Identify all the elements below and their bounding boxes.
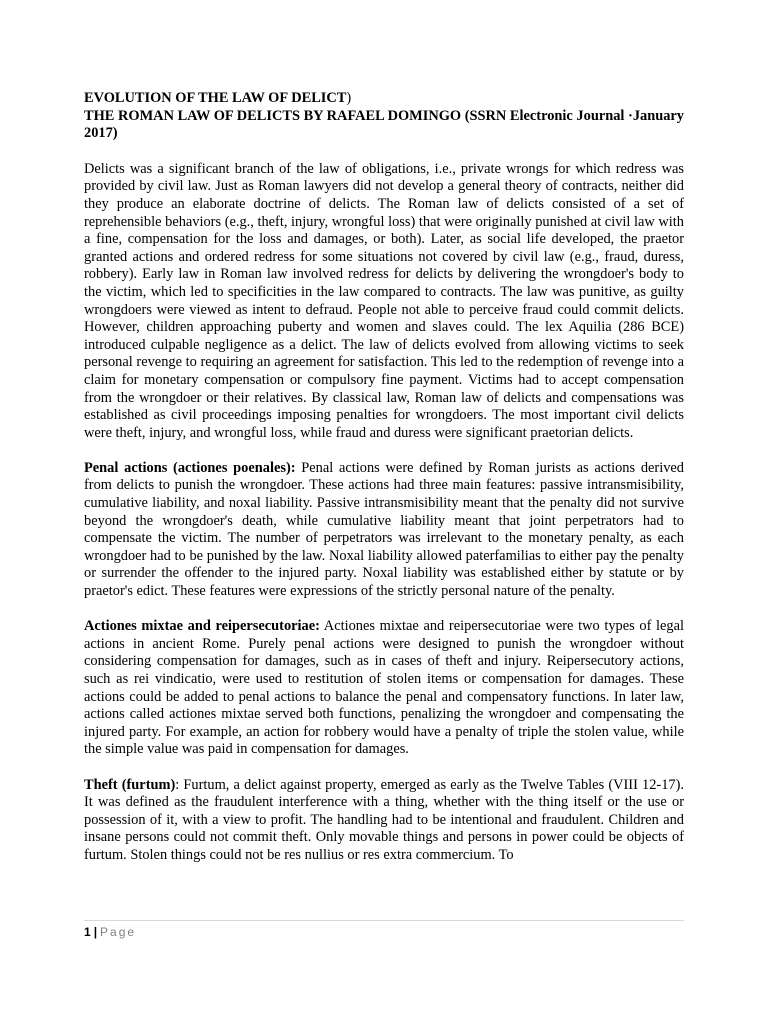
section-heading: Penal actions (actiones poenales): (84, 459, 296, 476)
footer-separator: | (93, 925, 98, 939)
section-body: : Furtum, a delict against property, emerged as early as the Twelve Tables (VIII 12-17). It was defined as the fraudulent interference with a thing, whether with the thing itself or the use or possession of it, with a view to profit. The handling had to be intentional and fraudulent. Children and insane persons could not commit theft. Only movable things and persons in power could be objects of furtum. Stolen things could not be res nullius or res extra commercium. To (84, 776, 684, 863)
page-footer (84, 920, 684, 939)
footer-divider (84, 920, 684, 921)
intro-paragraph: Delicts was a significant branch of the law of obligations, i.e., private wrongs for which redress was provided by civil law. Just as Roman lawyers did not develop a general theory of contracts, neither did they produce an elaborate doctrine of delicts. The Roman law of delicts consisted of a set of reprehensible behaviors (e.g., theft, injury, wrongful loss) that were originally punished at civil law with a fine, compensation for the loss and damages, or both). Later, as social life developed, the praetor granted actions and ordered redress for some situations not covered by civil law (e.g., fraud, duress, robbery). Early law in Roman law involved redress for delicts by delivering the wrongdoer's body to the victim, which led to specificities in the law compared to contracts. The law was punitive, as guilty wrongdoers were viewed as intent to defraud. People not able to perceive fraud could commit delicts. However, children approaching puberty and women and slaves could. The lex Aquilia (286 BCE) introduced culpable negligence as a delict. The law of delicts evolved from allowing victims to seek personal revenge to requiring an agreement for satisfaction. This led to the redemption of revenge into a claim for monetary compensation or compulsory fine payment. Victims had to accept compensation from the wrongdoer or their relatives. By classical law, Roman law of delicts and compensations was established as civil proceedings imposing penalties for wrongdoers. The most important civil delicts were theft, injury, and wrongful loss, while fraud and duress were significant praetorian delicts. (84, 160, 684, 441)
title-line-2: THE ROMAN LAW OF DELICTS BY RAFAEL DOMINGO (SSRN Electronic Journal ·January 2017) (84, 107, 684, 142)
section-heading: Actiones mixtae and reipersecutoriae: (84, 618, 320, 635)
section-heading: Theft (furtum) (84, 776, 176, 793)
document-body (84, 90, 684, 865)
page-word: Page (100, 925, 137, 939)
section-body: Actiones mixtae and reipersecutoriae were two types of legal actions in ancient Rome. Purely penal actions were designed to punish the wrongdoer without considering compensation for damages, such as in cases of theft and injury. Reipersecutory actions, such as rei vindicatio, were used to restitution of stolen items or compensation for damages. These actions could be added to penal actions to balance the penal and compensatory functions. In later law, actions called actiones mixtae served both functions, penalizing the wrongdoer and compensating the injured party. For example, an action for robbery would have a penalty of triple the stolen value, while the simple value was paid in compensation for damages. (84, 618, 684, 758)
section-penal-actions (84, 460, 684, 601)
page-number-label (84, 925, 684, 939)
document-title (84, 90, 684, 143)
title-line-1-suffix: ) (346, 90, 352, 106)
section-body: Penal actions were defined by Roman jurists as actions derived from delicts to punish the wrongdoer. These actions had three main features: passive intransmisibility, cumulative liability, and noxal liability. Passive intransmisibility meant that the penalty did not survive beyond the wrongdoer's death, while cumulative liability meant that joint perpetrators had to compensate the victim. The number of perpetrators was irrelevant to the monetary penalty, as each wrongdoer had to be punished by the law. Noxal liability allowed paterfamilias to either pay the penalty or surrender the offender to the injured party. Noxal liability was established either by statute or by praetor's edict. These features were expressions of the strictly personal nature of the penalty. (84, 459, 684, 600)
page-number: 1 (84, 925, 91, 939)
title-line-1: EVOLUTION OF THE LAW OF DELICT (84, 90, 347, 106)
section-actiones-mixtae (84, 618, 684, 759)
section-theft (84, 777, 684, 865)
